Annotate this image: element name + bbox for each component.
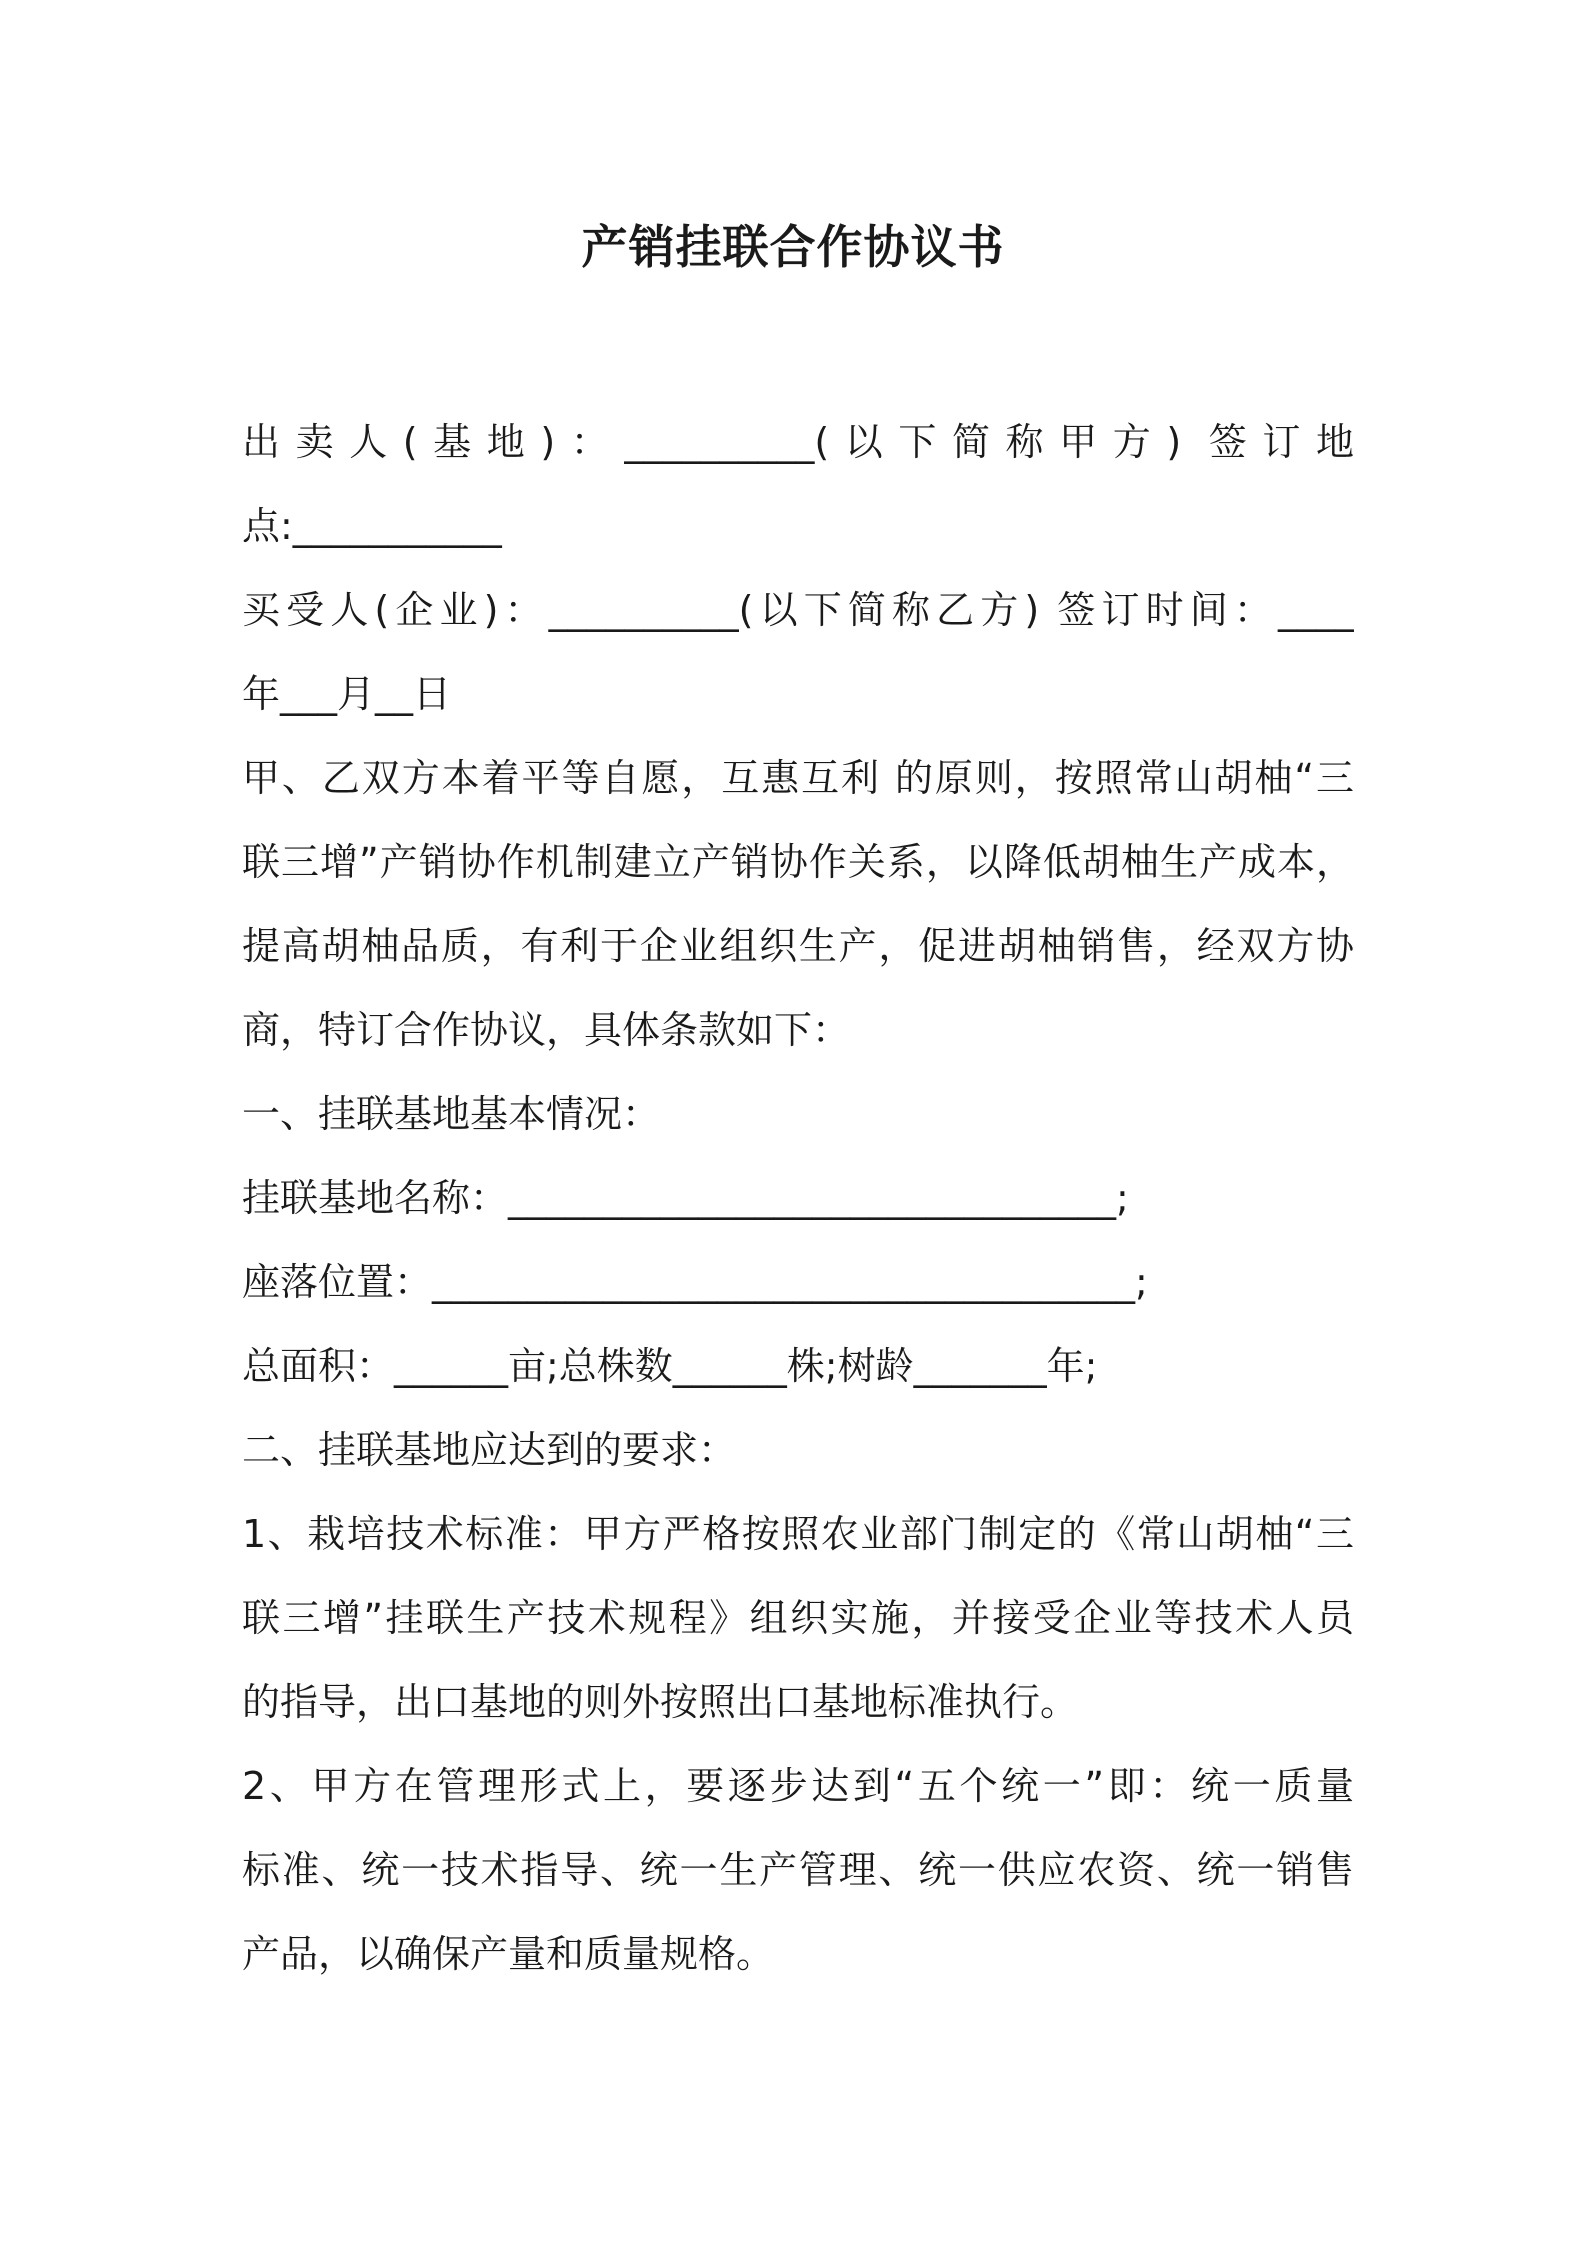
document-title: 产销挂联合作协议书 [581, 220, 1005, 274]
text-line-clause1-1: 1、栽培技术标准：甲方严格按照农业部门制定的《常山胡柚“三 [242, 1512, 1354, 1556]
text-line-base-name: 挂联基地名称：________________________________; [242, 1176, 1129, 1220]
text-line-preamble-1: 甲、乙双方本着平等自愿，互惠互利 的原则，按照常山胡柚“三 [242, 756, 1354, 800]
text-line-signing-place: 点:___________ [242, 504, 502, 548]
text-line-seller: 出卖人(基地)：__________(以下简称甲方) 签订地 [242, 420, 1354, 464]
text-line-clause2-3: 产品，以确保产量和质量规格。 [242, 1932, 775, 1976]
text-line-preamble-2: 联三增”产销协作机制建立产销协作关系，以降低胡柚生产成本， [242, 840, 1354, 884]
document-body [242, 400, 1354, 1996]
text-line-date: 年___月__日 [242, 672, 452, 716]
text-line-buyer: 买受人(企业)：__________(以下简称乙方) 签订时间：____ [242, 588, 1354, 632]
text-line-preamble-3: 提高胡柚品质，有利于企业组织生产，促进胡柚销售，经双方协 [242, 924, 1354, 968]
text-line-clause1-3: 的指导，出口基地的则外按照出口基地标准执行。 [242, 1680, 1079, 1724]
section-heading-1: 一、挂联基地基本情况： [242, 1092, 661, 1136]
text-line-clause1-2: 联三增”挂联生产技术规程》组织实施，并接受企业等技术人员 [242, 1596, 1354, 1640]
text-line-location: 座落位置：_____________________________________; [242, 1260, 1148, 1304]
text-line-preamble-4: 商，特订合作协议，具体条款如下： [242, 1008, 851, 1052]
text-line-clause2-1: 2、甲方在管理形式上，要逐步达到“五个统一”即：统一质量 [242, 1764, 1354, 1808]
section-heading-2: 二、挂联基地应达到的要求： [242, 1428, 737, 1472]
text-line-clause2-2: 标准、统一技术指导、统一生产管理、统一供应农资、统一销售 [242, 1848, 1354, 1892]
text-line-area: 总面积：______亩;总株数______株;树龄_______年; [242, 1344, 1098, 1388]
